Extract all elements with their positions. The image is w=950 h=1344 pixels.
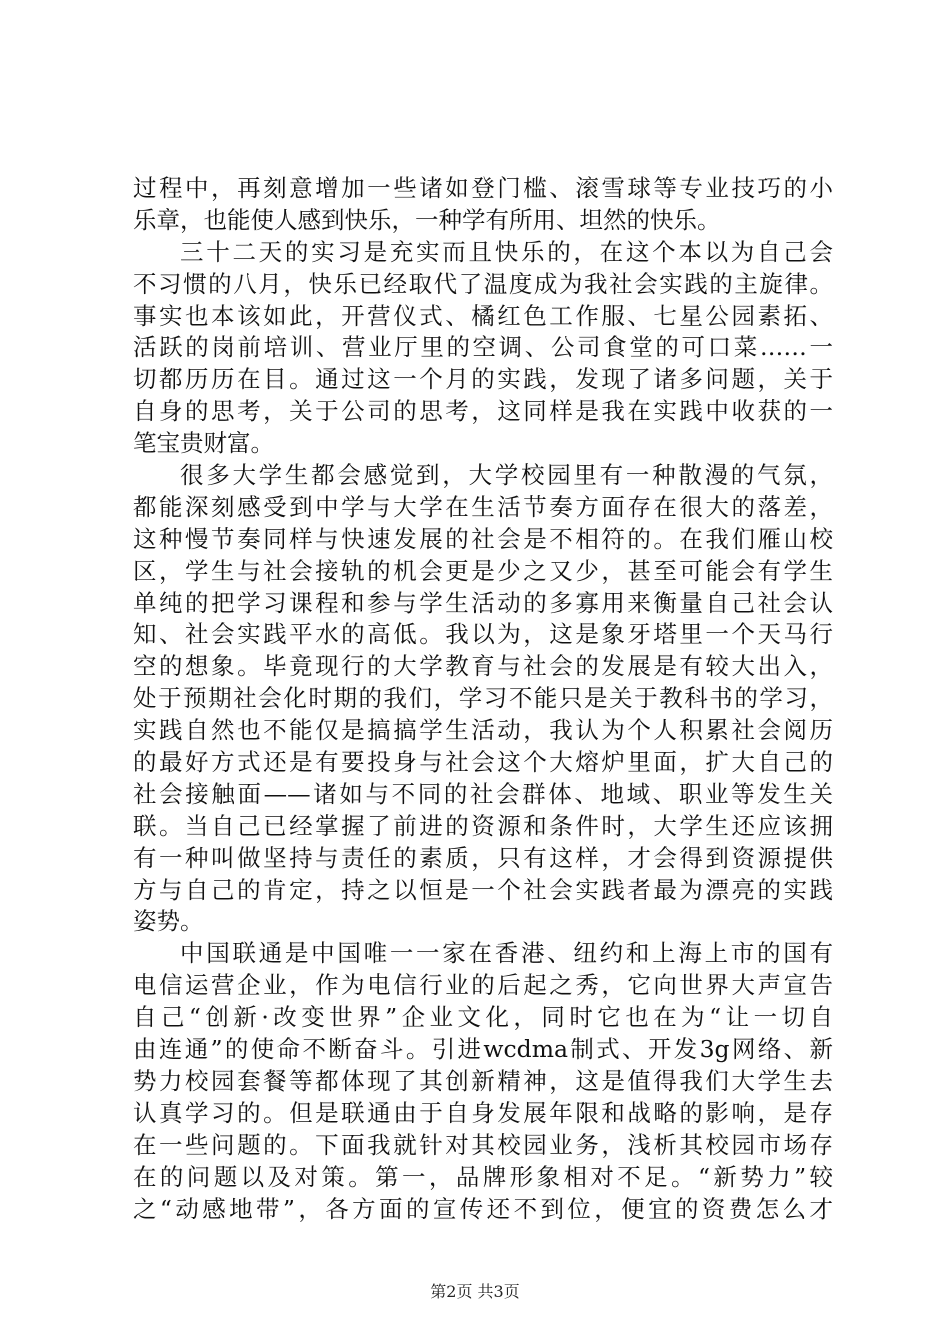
paragraph bbox=[133, 460, 833, 938]
text-line: 活跃的岗前培训、营业厅里的空调、公司食堂的可口菜……一 bbox=[133, 333, 833, 362]
text-line: 联。当自己已经掌握了前进的资源和条件时，大学生还应该拥 bbox=[133, 811, 833, 840]
text-line: 单纯的把学习课程和参与学生活动的多寡用来衡量自己社会认 bbox=[133, 588, 833, 617]
text-line: 中国联通是中国唯一一家在香港、纽约和上海上市的国有 bbox=[180, 939, 833, 968]
text-line: 势力校园套餐等都体现了其创新精神，这是值得我们大学生去 bbox=[133, 1066, 833, 1095]
text-line: 姿势。 bbox=[133, 907, 204, 936]
page-number-footer: 第2页 共3页 bbox=[430, 1282, 520, 1301]
text-line: 都能深刻感受到中学与大学在生活节奏方面存在很大的落差， bbox=[133, 492, 833, 521]
text-line: 的最好方式还是有要投身与社会这个大熔炉里面，扩大自己的 bbox=[133, 748, 833, 777]
text-line: 认真学习的。但是联通由于自身发展年限和战略的影响，是存 bbox=[133, 1098, 833, 1127]
text-line: 不习惯的八月，快乐已经取代了温度成为我社会实践的主旋律。 bbox=[133, 269, 833, 298]
text-line: 这种慢节奏同样与快速发展的社会是不相符的。在我们雁山校 bbox=[133, 524, 833, 553]
text-line: 在的问题以及对策。第一，品牌形象相对不足。“新势力”较 bbox=[133, 1162, 833, 1191]
text-line: 有一种叫做坚持与责任的素质，只有这样，才会得到资源提供 bbox=[133, 843, 833, 872]
text-line: 自己“创新·改变世界”企业文化，同时它也在为“让一切自 bbox=[133, 1003, 833, 1032]
text-line: 事实也本该如此，开营仪式、橘红色工作服、七星公园素拓、 bbox=[133, 301, 833, 330]
text-line: 自身的思考，关于公司的思考，这同样是我在实践中收获的一 bbox=[133, 397, 833, 426]
text-line: 过程中，再刻意增加一些诸如登门槛、滚雪球等专业技巧的小 bbox=[133, 174, 833, 202]
document-body bbox=[133, 173, 833, 1225]
text-line: 实践自然也不能仅是搞搞学生活动，我认为个人积累社会阅历 bbox=[133, 716, 833, 745]
text-line: 空的想象。毕竟现行的大学教育与社会的发展是有较大出入， bbox=[133, 652, 833, 681]
text-line: 笔宝贵财富。 bbox=[133, 429, 274, 458]
text-line: 知、社会实践平水的高低。我以为，这是象牙塔里一个天马行 bbox=[133, 620, 833, 649]
text-line: 由连通”的使命不断奋斗。引进wcdma制式、开发3g网络、新 bbox=[133, 1035, 833, 1064]
text-line: 电信运营企业，作为电信行业的后起之秀，它向世界大声宣告 bbox=[133, 971, 833, 1000]
text-line: 社会接触面——诸如与不同的社会群体、地域、职业等发生关 bbox=[133, 779, 833, 808]
paragraph bbox=[133, 938, 833, 1225]
text-line: 乐章，也能使人感到快乐，一种学有所用、坦然的快乐。 bbox=[133, 205, 721, 234]
text-line: 在一些问题的。下面我就针对其校园业务，浅析其校园市场存 bbox=[133, 1130, 833, 1159]
paragraph bbox=[133, 173, 833, 237]
text-line: 之“动感地带”，各方面的宣传还不到位，便宜的资费怎么才 bbox=[133, 1194, 833, 1223]
text-line: 切都历历在目。通过这一个月的实践，发现了诸多问题，关于 bbox=[133, 365, 833, 394]
text-line: 处于预期社会化时期的我们，学习不能只是关于教科书的学习， bbox=[133, 684, 833, 713]
text-line: 很多大学生都会感觉到，大学校园里有一种散漫的气氛， bbox=[180, 461, 833, 490]
text-line: 区，学生与社会接轨的机会更是少之又少，甚至可能会有学生 bbox=[133, 556, 833, 585]
paragraph bbox=[133, 237, 833, 460]
text-line: 三十二天的实习是充实而且快乐的，在这个本以为自己会 bbox=[180, 237, 833, 266]
text-line: 方与自己的肯定，持之以恒是一个社会实践者最为漂亮的实践 bbox=[133, 875, 833, 904]
